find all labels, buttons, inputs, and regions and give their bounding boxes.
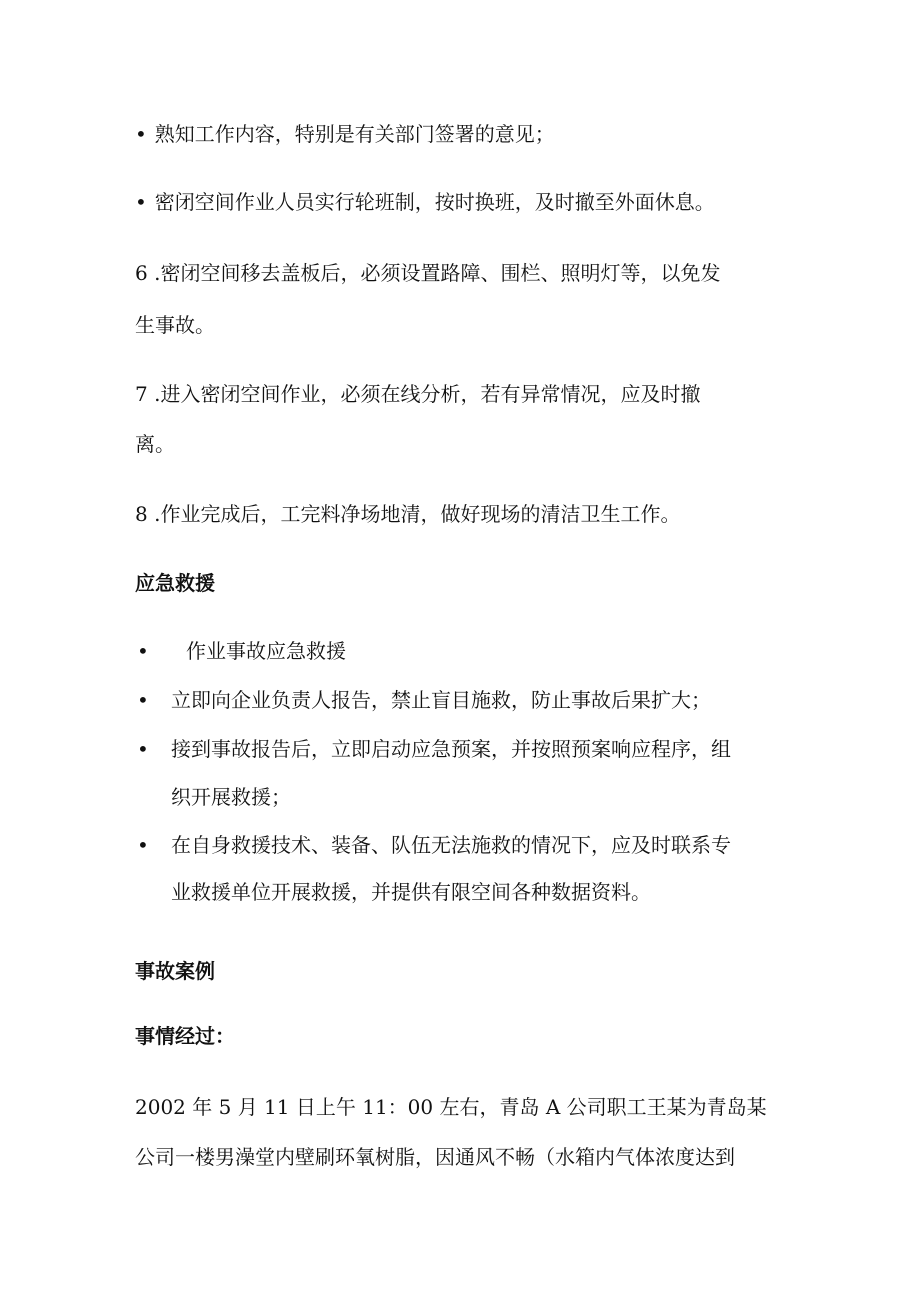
numbered-text: 生事故。 [135,313,215,337]
section-heading-emergency: 应急救援 [135,571,215,595]
number-marker: 8 [135,502,148,526]
emergency-item-3-line-1: 接到事故报告后，立即启动应急预案，并按照预案响应程序，组 [171,737,731,761]
emergency-item-3-line-2: 织开展救援； [171,785,291,809]
number-marker: 6 [135,261,148,285]
case-subheading: 事情经过： [135,1024,235,1048]
numbered-item-7-line-1 [135,382,700,406]
bullet-marker: • [135,122,147,146]
bullet-marker: • [135,190,147,214]
bullet-marker: • [137,639,149,663]
emergency-item-4-line-2: 业救援单位开展救援，并提供有限空间各种数据资料。 [171,880,651,904]
emergency-item-2-line-1: 立即向企业负责人报告，禁止盲目施救，防止事故后果扩大； [171,688,711,712]
numbered-text: .进入密闭空间作业，必须在线分析，若有异常情况，应及时撤 [154,382,701,406]
number-marker: 7 [135,382,148,406]
emergency-item-4-line-1: 在自身救援技术、装备、队伍无法施救的情况下，应及时联系专 [171,833,731,857]
numbered-item-6-line-1 [135,261,720,285]
bullet-text: 熟知工作内容，特别是有关部门签署的意见； [154,122,555,146]
bullet-item-1 [135,122,555,146]
numbered-item-8-line-1 [135,502,680,526]
numbered-item-7-line-2 [135,432,175,456]
case-paragraph-line-1: 2002 年 5 月 11 日上午 11：00 左右，青岛 A 公司职工王某为青岛某 [135,1095,767,1119]
numbered-item-6-line-2 [135,313,215,337]
bullet-marker: • [137,737,149,761]
bullet-text: 密闭空间作业人员实行轮班制，按时换班，及时撤至外面休息。 [154,190,715,214]
case-paragraph-line-2: 公司一楼男澡堂内壁刷环氧树脂，因通风不畅（水箱内气体浓度达到 [135,1145,735,1169]
numbered-text: .密闭空间移去盖板后，必须设置路障、围栏、照明灯等，以免发 [154,261,721,285]
emergency-item-1-line-1: 作业事故应急救援 [186,639,346,663]
bullet-marker: • [137,833,149,857]
numbered-text: .作业完成后，工完料净场地清，做好现场的清洁卫生工作。 [154,502,681,526]
numbered-text: 离。 [135,432,175,456]
bullet-item-2 [135,190,715,214]
bullet-marker: • [137,688,149,712]
section-heading-case: 事故案例 [135,959,215,983]
